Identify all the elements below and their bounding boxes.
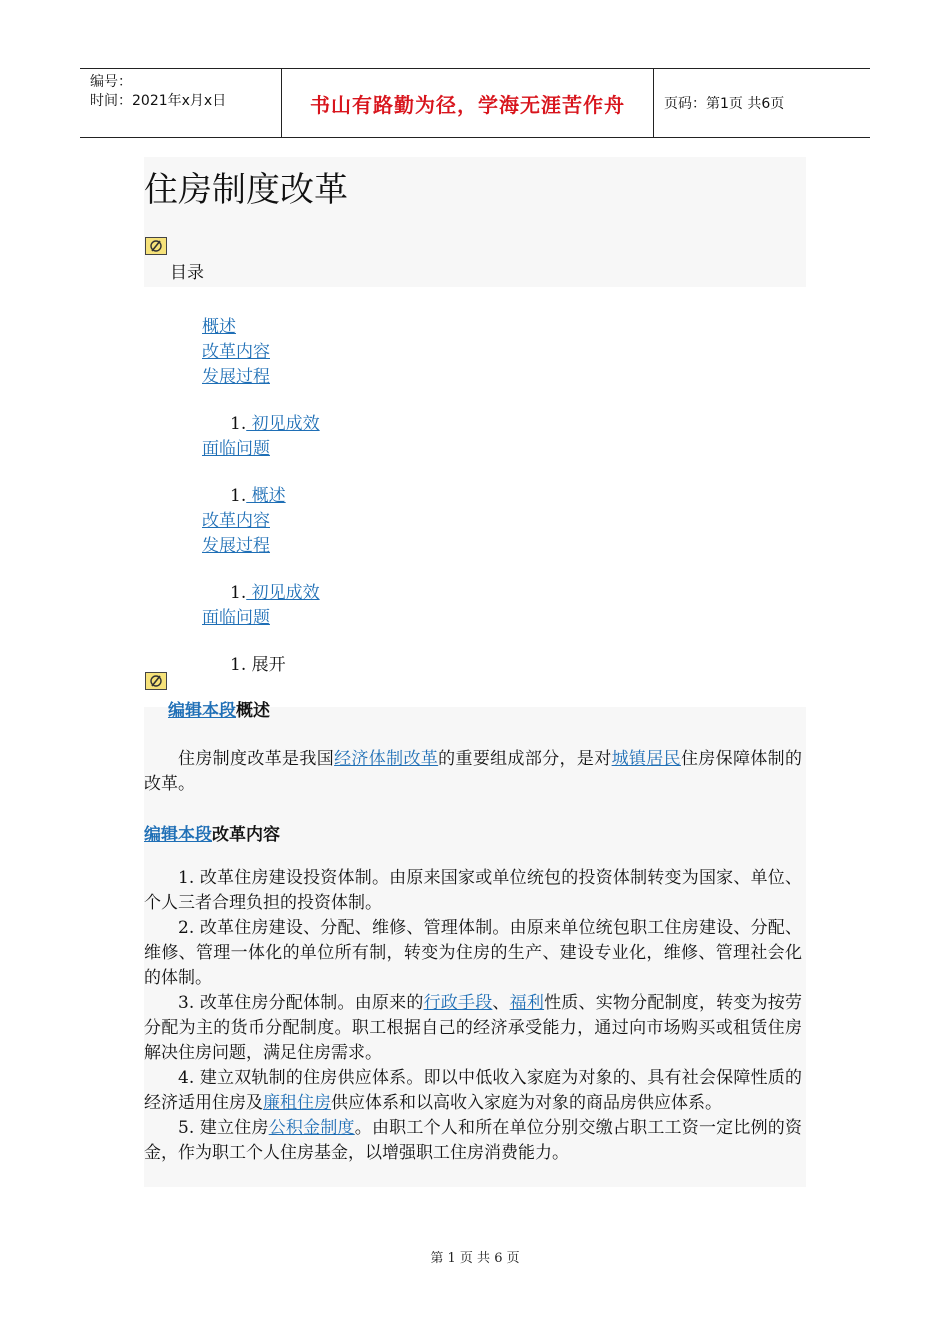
text: 住房保障体制的改革。	[144, 749, 803, 794]
text: 住房制度改革是我国	[178, 749, 335, 769]
toc-item	[230, 578, 320, 603]
text: 5. 建立住房	[178, 1118, 269, 1138]
edit-pencil-icon[interactable]	[145, 237, 167, 255]
text: 供应体系和以高收入家庭为对象的商品房供应体系。	[331, 1093, 722, 1113]
toc-link-overview[interactable]: 概述	[202, 317, 236, 337]
link-urban-residents[interactable]: 城镇居民	[611, 749, 681, 769]
overview-paragraph	[144, 747, 802, 797]
header-left-cell	[80, 69, 282, 137]
toc-link-reform-content-2[interactable]: 改革内容	[202, 511, 270, 531]
toc-item-number: 1.	[230, 583, 247, 603]
list-item	[144, 991, 802, 1066]
page-footer: 第 1 页 共 6 页	[430, 1251, 520, 1266]
section-title: 改革内容	[212, 825, 280, 845]
edit-pencil-icon[interactable]	[145, 672, 167, 690]
text: 3. 改革住房分配体制。由原来的	[178, 993, 424, 1013]
time-label: 时间：2021年x月x日	[90, 93, 227, 109]
toc-item-number: 1.	[230, 486, 247, 506]
toc-item-number: 1.	[230, 414, 247, 434]
toc-link-issues-2[interactable]: 面临问题	[202, 608, 270, 628]
toc-expand[interactable]: 1. 展开	[230, 655, 286, 675]
toc-item	[230, 409, 320, 434]
list-item: 2. 改革住房建设、分配、维修、管理体制。由原来单位统包职工住房建设、分配、维修、管理一体化的单位所有制，转变为住房的生产、建设专业化，维修、管理社会化的体制。	[144, 918, 802, 988]
toc-link-initial-results[interactable]: 初见成效	[246, 414, 320, 434]
link-economic-reform[interactable]: 经济体制改革	[334, 749, 439, 769]
link-provident-fund[interactable]: 公积金制度	[268, 1118, 355, 1138]
toc-link-development[interactable]: 发展过程	[202, 367, 270, 387]
text: 。由职工个人和所在单位分别交缴占职工工资一定比例的资金，作为职工个人住房基金，以增强职工住房消费能力。	[144, 1118, 803, 1163]
toc-link-issues[interactable]: 面临问题	[202, 439, 270, 459]
toc-link-reform-content[interactable]: 改革内容	[202, 342, 270, 362]
toc-background-left	[144, 287, 202, 707]
toc-background	[202, 287, 806, 707]
text: 的重要组成部分，是对	[438, 749, 612, 769]
toc-item	[230, 481, 286, 506]
text: 4. 建立双轨制的住房供应体系。即以中低收入家庭为对象的、具有社会保障性质的经济适用住房及	[144, 1068, 802, 1113]
reform-content-list	[144, 866, 802, 1166]
section-heading-reform-content	[144, 820, 280, 845]
link-low-rent-housing[interactable]: 廉租住房	[263, 1093, 331, 1113]
section-title: 概述	[236, 701, 270, 721]
list-item: 1. 改革住房建设投资体制。由原来国家或单位统包的投资体制转变为国家、单位、个人三者合理负担的投资体制。	[144, 868, 802, 913]
serial-label: 编号：	[90, 74, 132, 90]
section-heading-overview	[168, 696, 270, 721]
link-administrative-means[interactable]: 行政手段	[423, 993, 493, 1013]
list-item	[144, 1066, 802, 1116]
text: 、	[492, 993, 510, 1013]
page-title: 住房制度改革	[144, 170, 348, 210]
edit-section-link[interactable]: 编辑本段	[144, 825, 212, 845]
header-table	[80, 68, 870, 138]
toc-link-initial-results-2[interactable]: 初见成效	[246, 583, 320, 603]
toc-label: 目录	[170, 263, 204, 283]
toc-link-development-2[interactable]: 发展过程	[202, 536, 270, 556]
toc-link-overview-2[interactable]: 概述	[246, 486, 286, 506]
link-welfare[interactable]: 福利	[509, 993, 545, 1013]
motto: 书山有路勤为径，学海无涯苦作舟	[282, 69, 654, 137]
text: 性质、实物分配制度，转变为按劳分配为主的货币分配制度。职工根据自己的经济承受能力，通过向市场购买或租赁住房解决住房问题，满足住房需求。	[144, 993, 803, 1063]
edit-section-link[interactable]: 编辑本段	[168, 701, 236, 721]
page-info: 页码：第1页 共6页	[664, 96, 785, 112]
list-item	[144, 1116, 802, 1166]
